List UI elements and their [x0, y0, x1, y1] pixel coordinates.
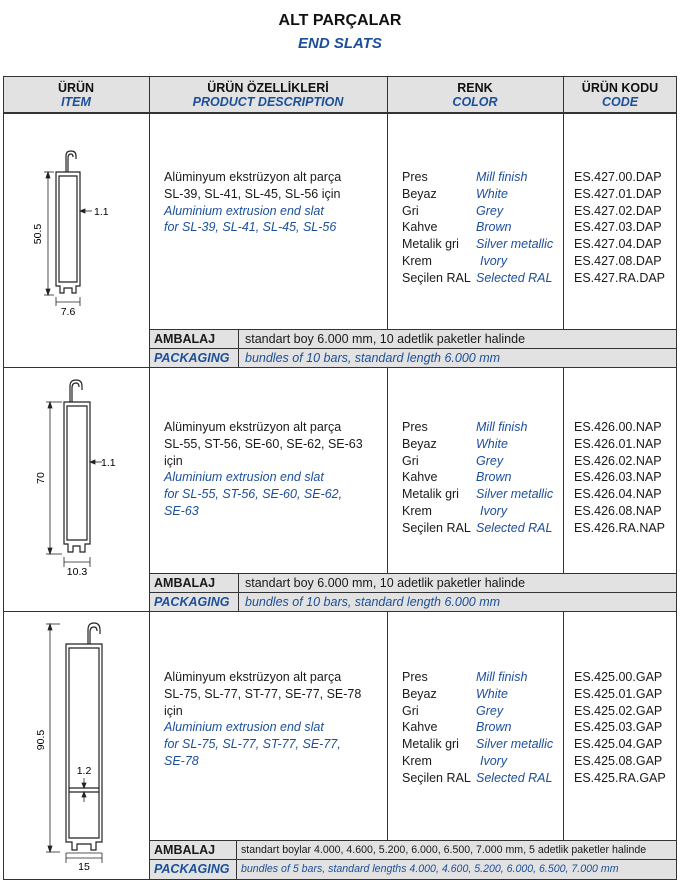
product-code: ES.425.00.GAP: [574, 670, 663, 684]
page-title: ALT PARÇALAR: [278, 12, 402, 29]
end-slat-profile-drawing: [30, 378, 130, 578]
table-border: [387, 611, 388, 840]
color-name: Silver metallic: [476, 487, 554, 502]
header-description: [149, 77, 387, 113]
product-code: ES.426.02.NAP: [574, 453, 662, 468]
table-border: [676, 76, 677, 880]
table-border: [3, 879, 677, 880]
table-border: [149, 348, 677, 349]
color-names-en: [476, 419, 553, 537]
color-name: Krem: [402, 253, 432, 268]
table-border: [3, 112, 677, 113]
description-line: Alüminyum ekstrüzyon alt parça: [164, 170, 342, 184]
table-border: [387, 367, 388, 573]
product-code: ES.425.03.GAP: [574, 720, 663, 735]
description-line: for SL-39, SL-41, SL-45, SL-56: [164, 220, 337, 235]
color-name: Silver metallic: [476, 737, 554, 752]
table-border: [149, 840, 677, 841]
product-code: ES.427.03.DAP: [574, 220, 662, 235]
description-line: for SL-75, SL-77, ST-77, SE-77,: [164, 737, 341, 752]
color-name: Mill finish: [476, 170, 528, 184]
product-code: ES.425.RA.GAP: [574, 770, 666, 785]
table-border: [238, 573, 239, 611]
product-codes: [574, 669, 666, 787]
description-line: Aluminium extrusion end slat: [164, 203, 324, 218]
color-name: Kahve: [402, 470, 438, 485]
color-name: Grey: [476, 453, 504, 468]
dimension-height-label: 50.5: [32, 223, 44, 245]
color-name: Metalik gri: [402, 737, 459, 752]
color-name: Ivory: [480, 503, 508, 518]
table-border: [236, 840, 237, 879]
color-name: Seçilen RAL: [402, 520, 471, 535]
description-line: SE-63: [164, 503, 199, 518]
product-code: ES.426.03.NAP: [574, 470, 662, 485]
header-item: [3, 77, 149, 113]
color-name: Selected RAL: [476, 520, 553, 535]
product-code: ES.426.04.NAP: [574, 487, 662, 502]
header-item-en: ITEM: [61, 95, 91, 109]
color-names-en: [476, 169, 553, 287]
description-line: SL-75, SL-77, ST-77, SE-77, SE-78: [164, 686, 362, 701]
packaging-label-en: PACKAGING: [154, 595, 230, 609]
dimension-height-label: 90.5: [35, 729, 47, 751]
description-line: için: [164, 453, 183, 468]
description-line: SL-55, ST-56, SE-60, SE-62, SE-63: [164, 436, 363, 451]
header-code-en: CODE: [601, 95, 639, 109]
table-border: [563, 367, 564, 573]
header-description-tr: ÜRÜN ÖZELLİKLERİ: [207, 81, 329, 95]
product-code: ES.427.02.DAP: [574, 203, 662, 218]
description-line: Aluminium extrusion end slat: [164, 720, 324, 735]
product-code: ES.427.00.DAP: [574, 170, 662, 184]
color-name: Grey: [476, 203, 504, 218]
color-name: Krem: [402, 753, 432, 768]
dimension-wall-label: 1.2: [76, 765, 92, 777]
color-name: Krem: [402, 503, 432, 518]
header-description-en: PRODUCT DESCRIPTION: [192, 95, 344, 109]
header-code: [563, 77, 677, 113]
color-name: Silver metallic: [476, 237, 554, 252]
table-border: [238, 329, 239, 367]
table-border: [149, 76, 150, 880]
color-name: Seçilen RAL: [402, 270, 471, 285]
header-code-tr: ÜRÜN KODU: [581, 81, 659, 95]
description-line: için: [164, 703, 183, 718]
color-name: Selected RAL: [476, 270, 553, 285]
product-code: ES.425.02.GAP: [574, 703, 663, 718]
packaging-value-en: bundles of 10 bars, standard length 6.000 mm: [245, 595, 501, 609]
color-name: Gri: [402, 453, 419, 468]
table-border: [3, 611, 677, 612]
description-line: Aluminium extrusion end slat: [164, 470, 324, 485]
table-border: [149, 329, 677, 330]
description-line: SE-78: [164, 753, 199, 768]
end-slat-profile-drawing: [30, 620, 140, 875]
end-slat-profile-drawing: [30, 150, 130, 320]
packaging-label-tr: AMBALAJ: [154, 843, 216, 857]
packaging-value-tr: standart boy 6.000 mm, 10 adetlik paketler halinde: [245, 332, 526, 346]
product-code: ES.425.04.GAP: [574, 737, 663, 752]
packaging-value-en: bundles of 10 bars, standard length 6.000 mm: [245, 351, 501, 365]
color-name: Pres: [402, 170, 428, 184]
product-codes: [574, 169, 665, 287]
product-code: ES.425.08.GAP: [574, 753, 663, 768]
product-code: ES.427.08.DAP: [574, 253, 662, 268]
color-name: Metalik gri: [402, 487, 459, 502]
packaging-label-tr: AMBALAJ: [154, 332, 216, 346]
color-name: Mill finish: [476, 670, 528, 684]
color-name: Brown: [476, 470, 512, 485]
table-border: [387, 76, 388, 329]
header-color: [387, 77, 563, 113]
color-name: Beyaz: [402, 686, 437, 701]
color-name: Ivory: [480, 753, 508, 768]
color-name: Gri: [402, 703, 419, 718]
product-code: ES.426.RA.NAP: [574, 520, 666, 535]
product-code: ES.426.01.NAP: [574, 436, 662, 451]
color-name: Seçilen RAL: [402, 770, 471, 785]
packaging-value-en: bundles of 5 bars, standard lengths 4.000, 4.600, 5.200, 6.000, 6.500, 7.000 mm: [241, 863, 619, 875]
product-code: ES.426.00.NAP: [574, 420, 662, 434]
product-codes: [574, 419, 665, 537]
table-border: [3, 76, 4, 880]
color-name: Kahve: [402, 720, 438, 735]
color-name: White: [476, 436, 508, 451]
description-line: Alüminyum ekstrüzyon alt parça: [164, 670, 342, 684]
color-name: Beyaz: [402, 186, 437, 201]
color-name: Mill finish: [476, 420, 528, 434]
description-block: [164, 169, 341, 236]
packaging-value-tr: standart boy 6.000 mm, 10 adetlik paketler halinde: [245, 576, 526, 590]
color-name: Brown: [476, 720, 512, 735]
product-code: ES.427.04.DAP: [574, 237, 662, 252]
product-code: ES.425.01.GAP: [574, 686, 663, 701]
page-subtitle: END SLATS: [298, 35, 382, 52]
color-name: Selected RAL: [476, 770, 553, 785]
color-name: Pres: [402, 420, 428, 434]
dimension-height-label: 70: [35, 472, 47, 484]
dimension-width-label: 10.3: [66, 566, 88, 578]
color-name: Beyaz: [402, 436, 437, 451]
header-item-tr: ÜRÜN: [57, 81, 95, 95]
description-block: [164, 669, 361, 770]
table-border: [149, 859, 677, 860]
description-line: Alüminyum ekstrüzyon alt parça: [164, 420, 342, 434]
product-code: ES.427.01.DAP: [574, 186, 662, 201]
table-header: [3, 76, 677, 114]
color-names-tr: [402, 669, 471, 787]
color-names-tr: [402, 419, 471, 537]
dimension-width-label: 7.6: [60, 306, 76, 318]
description-line: for SL-55, ST-56, SE-60, SE-62,: [164, 487, 343, 502]
product-code: ES.426.08.NAP: [574, 503, 662, 518]
description-line: SL-39, SL-41, SL-45, SL-56 için: [164, 186, 341, 201]
dimension-wall-label: 1.1: [101, 457, 116, 469]
header-color-tr: RENK: [457, 81, 493, 95]
color-names-tr: [402, 169, 471, 287]
color-name: Grey: [476, 703, 504, 718]
table-border: [563, 611, 564, 840]
color-name: Gri: [402, 203, 419, 218]
table-border: [563, 76, 564, 329]
dimension-width-label: 15: [78, 861, 90, 873]
description-block: [164, 419, 363, 520]
color-names-en: [476, 669, 553, 787]
color-name: Ivory: [480, 253, 508, 268]
table-border: [149, 592, 677, 593]
dimension-wall-label: 1.1: [94, 206, 109, 218]
color-name: Pres: [402, 670, 428, 684]
product-code: ES.427.RA.DAP: [574, 270, 666, 285]
packaging-value-tr: standart boylar 4.000, 4.600, 5.200, 6.000, 6.500, 7.000 mm, 5 adetlik paketler halinde: [241, 844, 647, 856]
color-name: Brown: [476, 220, 512, 235]
packaging-label-en: PACKAGING: [154, 862, 230, 876]
packaging-label-en: PACKAGING: [154, 351, 230, 365]
color-name: Kahve: [402, 220, 438, 235]
color-name: Metalik gri: [402, 237, 459, 252]
header-color-en: COLOR: [452, 95, 498, 109]
color-name: White: [476, 186, 508, 201]
color-name: White: [476, 686, 508, 701]
table-border: [149, 573, 677, 574]
packaging-label-tr: AMBALAJ: [154, 576, 216, 590]
table-border: [3, 367, 677, 368]
